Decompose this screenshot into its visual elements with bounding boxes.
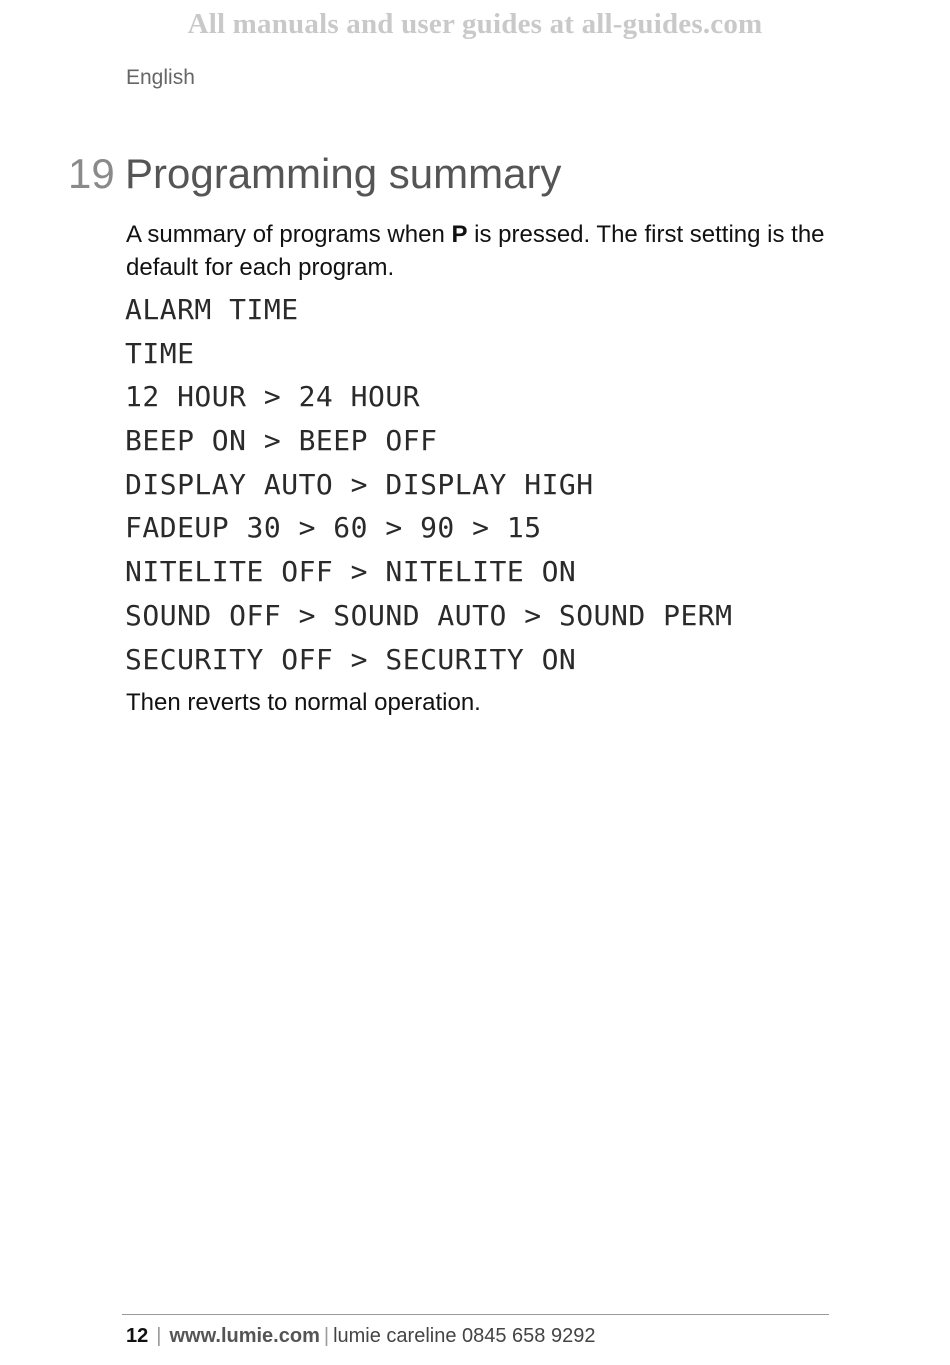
program-item-security: SECURITY OFF > SECURITY ON — [125, 642, 577, 676]
program-item-nitelite: NITELITE OFF > NITELITE ON — [125, 555, 577, 589]
intro-paragraph — [126, 218, 826, 284]
intro-text-start: A summary of programs when — [126, 221, 452, 248]
p-key-label: P — [451, 221, 468, 248]
program-item-time: TIME — [125, 336, 195, 370]
section-number: 19 — [68, 150, 115, 197]
website-link[interactable]: www.lumie.com — [169, 1325, 320, 1347]
watermark-banner: All manuals and user guides at all-guides.com — [187, 8, 763, 40]
footer-separator-2: | — [323, 1325, 330, 1347]
careline-text: lumie careline 0845 658 9292 — [333, 1325, 596, 1347]
section-title: Programming summary — [125, 150, 562, 197]
page-number: 12 — [126, 1325, 149, 1347]
program-item-hour-format: 12 HOUR > 24 HOUR — [125, 380, 421, 414]
program-item-display: DISPLAY AUTO > DISPLAY HIGH — [125, 467, 594, 501]
footer-separator: | — [156, 1325, 162, 1347]
language-label: English — [126, 66, 195, 89]
program-list — [125, 292, 733, 685]
program-item-sound: SOUND OFF > SOUND AUTO > SOUND PERM — [125, 598, 733, 632]
program-item-alarm-time: ALARM TIME — [125, 293, 299, 326]
page-footer — [126, 1325, 595, 1348]
footer-divider-line — [122, 1314, 829, 1315]
program-item-fadeup: FADEUP 30 > 60 > 90 > 15 — [125, 511, 542, 545]
program-item-beep: BEEP ON > BEEP OFF — [125, 424, 438, 458]
outro-text: Then reverts to normal operation. — [126, 689, 481, 716]
intro-text-end: is pressed. The first setting is the default for each program. — [126, 221, 825, 281]
section-heading — [68, 150, 561, 198]
